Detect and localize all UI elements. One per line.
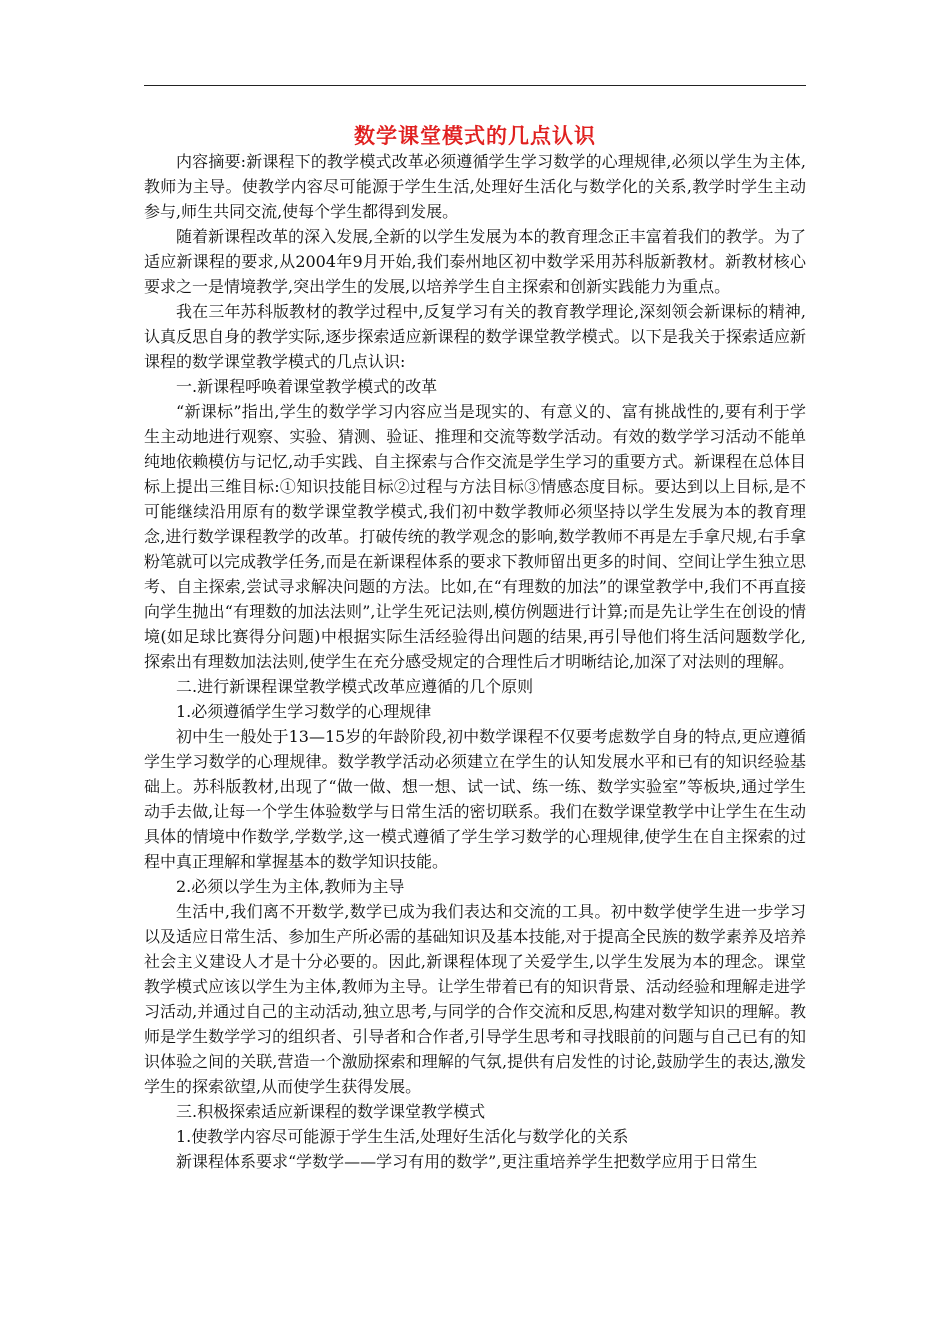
section-heading: 一.新课程呼唤着课堂教学模式的改革 — [176, 377, 438, 396]
subsection-heading: 2.必须以学生为主体,教师为主导 — [176, 877, 405, 896]
subsection-heading: 1.使教学内容尽可能源于学生生活,处理好生活化与数学化的关系 — [176, 1127, 629, 1146]
section-heading: 二.进行新课程课堂教学模式改革应遵循的几个原则 — [176, 677, 534, 696]
abstract-paragraph: 内容摘要:新课程下的教学模式改革必须遵循学生学习数学的心理规律,必须以学生为主体,教师为主导。使教学内容尽可能源于学生生活,处理好生活化与数学化的关系,教学时学生主动参与,师生共同交流,使每个学生都得到发展。 — [144, 152, 806, 221]
section-heading: 三.积极探索适应新课程的数学课堂教学模式 — [176, 1102, 486, 1121]
body-paragraph: 随着新课程改革的深入发展,全新的以学生发展为本的教育理念正丰富着我们的教学。为了适应新课程的要求,从2004年9月开始,我们泰州地区初中数学采用苏科版新教材。新教材核心要求之一是情境教学,突出学生的发展,以培养学生自主探索和创新实践能力为重点。 — [144, 227, 806, 296]
body-paragraph: 我在三年苏科版教材的教学过程中,反复学习有关的教育教学理论,深刻领会新课标的精神,认真反思自身的教学实际,逐步探索适应新课程的数学课堂教学模式。以下是我关于探索适应新课程的数学课堂教学模式的几点认识: — [144, 302, 806, 371]
document-body — [144, 149, 806, 1174]
header-rule — [144, 85, 806, 86]
body-paragraph: “新课标”指出,学生的数学学习内容应当是现实的、有意义的、富有挑战性的,要有利于学生主动地进行观察、实验、猜测、验证、推理和交流等数学活动。有效的数学学习活动不能单纯地依赖模仿与记忆,动手实践、自主探索与合作交流是学生学习的重要方式。新课程在总体目标上提出三维目标:①知识技能目标②过程与方法目标③情感态度目标。要达到以上目标,是不可能继续沿用原有的数学课堂教学模式,我们初中数学教师必须坚持以学生发展为本的教育理念,进行数学课程教学的改革。打破传统的教学观念的影响,数学教师不再是左手拿尺规,右手拿粉笔就可以完成教学任务,而是在新课程体系的要求下教师留出更多的时间、空间让学生独立思考、自主探索,尝试寻求解决问题的方法。比如,在“有理数的加法”的课堂教学中,我们不再直接向学生抛出“有理数的加法法则”,让学生死记法则,模仿例题进行计算;而是先让学生在创设的情境(如足球比赛得分问题)中根据实际生活经验得出问题的结果,再引导他们将生活问题数学化,探索出有理数加法法则,使学生在充分感受规定的合理性后才明晰结论,加深了对法则的理解。 — [144, 402, 806, 671]
body-paragraph: 新课程体系要求“学数学——学习有用的数学”,更注重培养学生把数学应用于日常生 — [176, 1152, 758, 1171]
body-paragraph: 生活中,我们离不开数学,数学已成为我们表达和交流的工具。初中数学使学生进一步学习以及适应日常生活、参加生产所必需的基础知识及基本技能,对于提高全民族的数学素养及培养社会主义建设人才是十分必要的。因此,新课程体现了关爱学生,以学生发展为本的理念。课堂教学模式应该以学生为主体,教师为主导。让学生带着已有的知识背景、活动经验和理解走进学习活动,并通过自己的主动活动,独立思考,与同学的合作交流和反思,构建对数学知识的理解。教师是学生数学学习的组织者、引导者和合作者,引导学生思考和寻找眼前的问题与自己已有的知识体验之间的关联,营造一个激励探索和理解的气氛,提供有启发性的讨论,鼓励学生的表达,激发学生的探索欲望,从而使学生获得发展。 — [144, 902, 806, 1096]
subsection-heading: 1.必须遵循学生学习数学的心理规律 — [176, 702, 432, 721]
document-title: 数学课堂模式的几点认识 — [354, 124, 596, 148]
body-paragraph: 初中生一般处于13—15岁的年龄阶段,初中数学课程不仅要考虑数学自身的特点,更应遵循学生学习数学的心理规律。数学教学活动必须建立在学生的认知发展水平和已有的知识经验基础上。苏科版教材,出现了“做一做、想一想、试一试、练一练、数学实验室”等板块,通过学生动手去做,让每一个学生体验数学与日常生活的密切联系。我们在数学课堂教学中让学生在生动具体的情境中作数学,学数学,这一模式遵循了学生学习数学的心理规律,使学生在自主探索的过程中真正理解和掌握基本的数学知识技能。 — [144, 727, 806, 871]
